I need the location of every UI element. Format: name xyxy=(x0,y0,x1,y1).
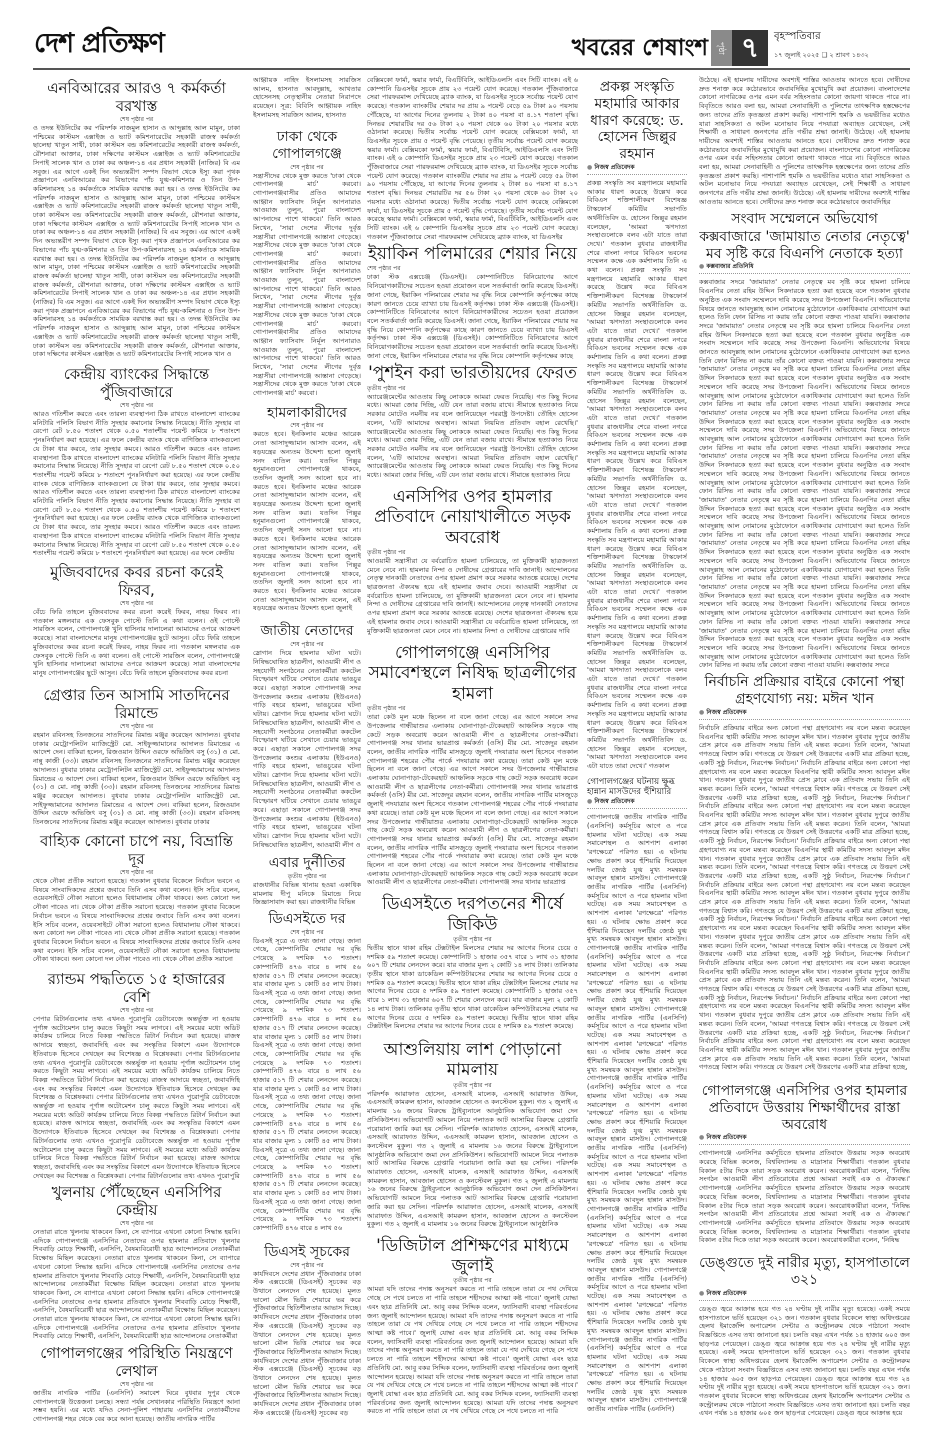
article-body: বেঁচে ফিরি তাহলে মুজিববাদের কবর রচনা করেই ফিরব, নাহয় ফিরব না। গতকাল মঙ্গলবার এক ফেসবুক পোস্টে তিনি এ কথা বলেন। ওই পোস্টে সারজিস বলেন, গোপালগঞ্জে খুনি হাসিনার দালালেরা আমাদের ওপরে আক্রমণ করেছে। সারা বাংলাদেশের মানুষ গোপালগঞ্জের ছুটে আসুন। বেঁচে ফিরি তাহলে মুজিববাদের কবর রচনা করেই ফিরব, নাহয় ফিরব না। গতকাল মঙ্গলবার এক ফেসবুক পোস্টে তিনি এ কথা বলেন। ওই পোস্টে সারজিস বলেন, গোপালগঞ্জে খুনি হাসিনার দালালেরা আমাদের ওপরে আক্রমণ করেছে। সারা বাংলাদেশের মানুষ গোপালগঞ্জের ছুটে আসুন। বেঁচে ফিরি তাহলে মুজিববাদের কবর রচনা xyxy=(33,608,240,677)
column-c xyxy=(367,76,578,1420)
headline: নির্বাচনি প্রক্রিয়ার বাইরে কোনো পন্থা গ্রহণযোগ্য নয়: মঈন খান xyxy=(704,674,905,708)
headline: মুজিববাদের কবর রচনা করেই ফিরব, xyxy=(50,563,223,599)
divider xyxy=(587,808,687,809)
headline: 'ডিজিটাল প্রশিক্ষণের মাধ্যমে জুলাই xyxy=(376,1235,569,1277)
article-body: গোপালগঞ্জে এনসিপির কর্মসূচিতে হামলার প্রতিবাদে উত্তরায় সড়ক অবরোধ করেছে বিভিন্ন কলেজ, বিশ্ববিদ্যালয় ও মাদ্রাসার শিক্ষার্থীরা। গতকাল বুধবার বিকাল ৫টার দিকে তারা সড়ক অবরোধ করেন। অবরোধকারীরা বলেন, 'নিষিদ্ধ সংগঠন আওয়ামী লীগ প্রতিরোধের প্রশ্নে আমরা সবাই এক ও ঐক্যবদ্ধ।' গোপালগঞ্জে এনসিপির কর্মসূচিতে হামলার প্রতিবাদে উত্তরায় সড়ক অবরোধ করেছে বিভিন্ন কলেজ, বিশ্ববিদ্যালয় ও মাদ্রাসার শিক্ষার্থীরা। গতকাল বুধবার বিকাল ৫টার দিকে তারা সড়ক অবরোধ করেন। অবরোধকারীরা বলেন, 'নিষিদ্ধ সংগঠন আওয়ামী লীগ প্রতিরোধের প্রশ্নে আমরা সবাই এক ও ঐক্যবদ্ধ।' গোপালগঞ্জে এনসিপির কর্মসূচিতে হামলার প্রতিবাদে উত্তরায় সড়ক অবরোধ করেছে বিভিন্ন কলেজ, বিশ্ববিদ্যালয় ও মাদ্রাসার শিক্ষার্থীরা। গতকাল বুধবার বিকাল ৫টার দিকে তারা সড়ক অবরোধ করেন। অবরোধকারীরা বলেন, 'নিষিদ্ধ xyxy=(699,1149,910,1245)
headline: বাহ্যিক কোনো চাপে নয়, বিভ্রান্তি দূর xyxy=(40,832,233,868)
jump-line: শেষ পৃষ্ঠার পর xyxy=(119,723,154,730)
article-body: স্লোগান দিয়ে হামলার ঘটনা ঘটে। নিষিদ্ধঘোষিত ছাত্রলীগ, আওয়ামী লীগ ও সহযোগী সংগঠনের নেতাকর্মীরা ককটেল বিস্ফোরণ ঘটিয়ে সেখানে চেয়ার ভাঙচুর করে। এছাড়া সকালে গোপালগঞ্জ সদর উপজেলার কংশুর এলাকায় (ইউএনও) গাড়ি বহরে হামলা, ভাঙচুরের ঘটনা ঘটায়। স্লোগান দিয়ে হামলার ঘটনা ঘটে। নিষিদ্ধঘোষিত ছাত্রলীগ, আওয়ামী লীগ ও সহযোগী সংগঠনের নেতাকর্মীরা ককটেল বিস্ফোরণ ঘটিয়ে সেখানে চেয়ার ভাঙচুর করে। এছাড়া সকালে গোপালগঞ্জ সদর উপজেলার কংশুর এলাকায় (ইউএনও) গাড়ি বহরে হামলা, ভাঙচুরের ঘটনা ঘটায়। স্লোগান দিয়ে হামলার ঘটনা ঘটে। নিষিদ্ধঘোষিত ছাত্রলীগ, আওয়ামী লীগ ও সহযোগী সংগঠনের নেতাকর্মীরা ককটেল বিস্ফোরণ ঘটিয়ে সেখানে চেয়ার ভাঙচুর করে। এছাড়া সকালে গোপালগঞ্জ সদর উপজেলার কংশুর এলাকায় (ইউএনও) গাড়ি বহরে হামলা, ভাঙচুরের ঘটনা ঘটায়। স্লোগান দিয়ে হামলার ঘটনা ঘটে। নিষিদ্ধঘোষিত ছাত্রলীগ, আওয়ামী লীগ ও xyxy=(253,649,361,849)
headline: এনবিআরের আরও ৭ কর্মকর্তা বরখাস্ত xyxy=(47,79,226,115)
divider xyxy=(699,1300,910,1301)
article-body: রাজধানীর বিভিন্ন থানায় হওয়া একাধিক মামলায় দীপু মনিকে রিমান্ডে নিয়ে জিজ্ঞাসাবাদ করা হয়। রাজধানীর বিভিন্ন xyxy=(253,880,361,907)
article-body: পেপার রিটার্নগুলোর তথ্য এখনও পুরোপুরি ডেটাবেজে অন্তর্ভুক্ত না হওয়ায় পূর্ণাঙ্গ অটোমেশন চালু করতে কিছুটা সময় লাগবে। এই সময়ের মধ্যে অডিট কার্যক্রম চালিয়ে নিতে বিকল্প পদ্ধতিতে রিটার্ন নির্বাচন করা হয়েছে। রাজস্ব আদায়ে স্বচ্ছতা, জবাবদিহি এবং কর সংস্কৃতির বিকাশে এমন উদ্যোগকে ইতিবাচক হিসেবে দেখছেন কর বিশেষজ্ঞ ও বিশ্লেষকরা। পেপার রিটার্নগুলোর তথ্য এখনও পুরোপুরি ডেটাবেজে অন্তর্ভুক্ত না হওয়ায় পূর্ণাঙ্গ অটোমেশন চালু করতে কিছুটা সময় লাগবে। এই সময়ের মধ্যে অডিট কার্যক্রম চালিয়ে নিতে বিকল্প পদ্ধতিতে রিটার্ন নির্বাচন করা হয়েছে। রাজস্ব আদায়ে স্বচ্ছতা, জবাবদিহি এবং কর সংস্কৃতির বিকাশে এমন উদ্যোগকে ইতিবাচক হিসেবে দেখছেন কর বিশেষজ্ঞ ও বিশ্লেষকরা। পেপার রিটার্নগুলোর তথ্য এখনও পুরোপুরি ডেটাবেজে অন্তর্ভুক্ত না হওয়ায় পূর্ণাঙ্গ অটোমেশন চালু করতে কিছুটা সময় লাগবে। এই সময়ের মধ্যে অডিট কার্যক্রম চালিয়ে নিতে বিকল্প পদ্ধতিতে রিটার্ন নির্বাচন করা হয়েছে। রাজস্ব আদায়ে স্বচ্ছতা, জবাবদিহি এবং কর সংস্কৃতির বিকাশে এমন উদ্যোগকে ইতিবাচক হিসেবে দেখছেন কর বিশেষজ্ঞ ও বিশ্লেষকরা। পেপার রিটার্নগুলোর তথ্য এখনও পুরোপুরি ডেটাবেজে অন্তর্ভুক্ত না হওয়ায় পূর্ণাঙ্গ অটোমেশন চালু করতে কিছুটা সময় লাগবে। এই সময়ের মধ্যে অডিট কার্যক্রম চালিয়ে নিতে বিকল্প পদ্ধতিতে রিটার্ন নির্বাচন করা হয়েছে। রাজস্ব আদায়ে স্বচ্ছতা, জবাবদিহি এবং কর সংস্কৃতির বিকাশে এমন উদ্যোগকে ইতিবাচক হিসেবে দেখছেন কর বিশেষজ্ঞ ও বিশ্লেষকরা। পেপার রিটার্নগুলোর তথ্য এখনও পুরোপুরি xyxy=(33,1015,240,1180)
jump-line: তৃতীয় পৃষ্ঠার পর xyxy=(367,548,406,556)
article-body: আরও গতিশীল করতে এবং তারল্য ব্যবস্থাপনা ঠিক রাখতে বাংলাদেশ ব্যাংকের মনিটারি পলিসি বিভাগ নীতি সুদহার কমানোর সিদ্ধান্ত নিয়েছে। নীতি সুদহার বা রেপো রেট ৮.৫০ শতাংশ থেকে ০.৫০ শতাংশীয় পয়েন্ট কমিয়ে ৮ শতাংশে পুনঃনির্ধারণ করা হয়েছে। এর ফলে কেন্দ্রীয় ব্যাংক থেকে বাণিজ্যিক ব্যাংকগুলো যে টাকা ধার করবে, তার সুদহার কমবে। আরও গতিশীল করতে এবং তারল্য ব্যবস্থাপনা ঠিক রাখতে বাংলাদেশ ব্যাংকের মনিটারি পলিসি বিভাগ নীতি সুদহার কমানোর সিদ্ধান্ত নিয়েছে। নীতি সুদহার বা রেপো রেট ৮.৫০ শতাংশ থেকে ০.৫০ শতাংশীয় পয়েন্ট কমিয়ে ৮ শতাংশে পুনঃনির্ধারণ করা হয়েছে। এর ফলে কেন্দ্রীয় ব্যাংক থেকে বাণিজ্যিক ব্যাংকগুলো যে টাকা ধার করবে, তার সুদহার কমবে। আরও গতিশীল করতে এবং তারল্য ব্যবস্থাপনা ঠিক রাখতে বাংলাদেশ ব্যাংকের মনিটারি পলিসি বিভাগ নীতি সুদহার কমানোর সিদ্ধান্ত নিয়েছে। নীতি সুদহার বা রেপো রেট ৮.৫০ শতাংশ থেকে ০.৫০ শতাংশীয় পয়েন্ট কমিয়ে ৮ শতাংশে পুনঃনির্ধারণ করা হয়েছে। এর ফলে কেন্দ্রীয় ব্যাংক থেকে বাণিজ্যিক ব্যাংকগুলো যে টাকা ধার করবে, তার সুদহার কমবে। আরও গতিশীল করতে এবং তারল্য ব্যবস্থাপনা ঠিক রাখতে বাংলাদেশ ব্যাংকের মনিটারি পলিসি বিভাগ নীতি সুদহার কমানোর সিদ্ধান্ত নিয়েছে। নীতি সুদহার বা রেপো রেট ৮.৫০ শতাংশ থেকে ০.৫০ শতাংশীয় পয়েন্ট কমিয়ে ৮ শতাংশে পুনঃনির্ধারণ করা হয়েছে। এর ফলে কেন্দ্রীয় xyxy=(33,410,240,558)
jump-line: তৃতীয় পৃষ্ঠার পর xyxy=(367,705,406,713)
article-body: পরিদর্শক আরাফাত হোসেন, এসআই মালেক, এসআই আরাফাত উদ্দিন, এএসআই কামরুল হাসান, আবজাল হোসেন ও কনস্টেবল মুকুল। গত ২ জুলাই এ মামলায় ১৬ জনের বিরুদ্ধে ট্রাইব্যুনালে আনুষ্ঠানিক অভিযোগ জমা দেন প্রসিকিউশন। অভিযোগটি আমলে নিয়ে পলাতক আট আসামির বিরুদ্ধে গ্রেপ্তারি পরোয়ানা জারি করা হয় সেদিন। পরিদর্শক আরাফাত হোসেন, এসআই মালেক, এসআই আরাফাত উদ্দিন, এএসআই কামরুল হাসান, আবজাল হোসেন ও কনস্টেবল মুকুল। গত ২ জুলাই এ মামলায় ১৬ জনের বিরুদ্ধে ট্রাইব্যুনালে আনুষ্ঠানিক অভিযোগ জমা দেন প্রসিকিউশন। অভিযোগটি আমলে নিয়ে পলাতক আট আসামির বিরুদ্ধে গ্রেপ্তারি পরোয়ানা জারি করা হয় সেদিন। পরিদর্শক আরাফাত হোসেন, এসআই মালেক, এসআই আরাফাত উদ্দিন, এএসআই কামরুল হাসান, আবজাল হোসেন ও কনস্টেবল মুকুল। গত ২ জুলাই এ মামলায় ১৬ জনের বিরুদ্ধে ট্রাইব্যুনালে আনুষ্ঠানিক অভিযোগ জমা দেন প্রসিকিউশন। অভিযোগটি আমলে নিয়ে পলাতক আট আসামির বিরুদ্ধে গ্রেপ্তারি পরোয়ানা জারি করা হয় সেদিন। পরিদর্শক আরাফাত হোসেন, এসআই মালেক, এসআই আরাফাত উদ্দিন, এএসআই কামরুল হাসান, আবজাল হোসেন ও কনস্টেবল মুকুল। গত ২ জুলাই এ মামলায় ১৬ জনের বিরুদ্ধে ট্রাইব্যুনালে আনুষ্ঠানিক xyxy=(367,1089,578,1229)
article-body: কক্সবাজার সদরে 'জামায়াত' নেতার নেতৃত্বে মব সৃষ্টি করে হামলা চালিয়ে বিএনপির নেতা রহিম উদ্দিন সিকদারকে হত্যা করা হয়েছে বলে গতকাল বুধবার অনুষ্ঠিত এক সংবাদ সম্মেলনে দাবি করেছে সদর উপজেলা বিএনপি। অভিযোগের বিষয়ে জানতে আবদুল্লাহ আল নোমানের মুঠোফোনে একাধিকবার যোগাযোগ করা হলেও তিনি ফোন রিসিভ না করায় তাঁর কোনো বক্তব্য পাওয়া যায়নি। কক্সবাজার সদরে 'জামায়াত' নেতার নেতৃত্বে মব সৃষ্টি করে হামলা চালিয়ে বিএনপির নেতা রহিম উদ্দিন সিকদারকে হত্যা করা হয়েছে বলে গতকাল বুধবার অনুষ্ঠিত এক সংবাদ সম্মেলনে দাবি করেছে সদর উপজেলা বিএনপি। অভিযোগের বিষয়ে জানতে আবদুল্লাহ আল নোমানের মুঠোফোনে একাধিকবার যোগাযোগ করা হলেও তিনি ফোন রিসিভ না করায় তাঁর কোনো বক্তব্য পাওয়া যায়নি। কক্সবাজার সদরে 'জামায়াত' নেতার নেতৃত্বে মব সৃষ্টি করে হামলা চালিয়ে বিএনপির নেতা রহিম উদ্দিন সিকদারকে হত্যা করা হয়েছে বলে গতকাল বুধবার অনুষ্ঠিত এক সংবাদ সম্মেলনে দাবি করেছে সদর উপজেলা বিএনপি। অভিযোগের বিষয়ে জানতে আবদুল্লাহ আল নোমানের মুঠোফোনে একাধিকবার যোগাযোগ করা হলেও তিনি ফোন রিসিভ না করায় তাঁর কোনো বক্তব্য পাওয়া যায়নি। কক্সবাজার সদরে 'জামায়াত' নেতার নেতৃত্বে মব সৃষ্টি করে হামলা চালিয়ে বিএনপির নেতা রহিম উদ্দিন সিকদারকে হত্যা করা হয়েছে বলে গতকাল বুধবার অনুষ্ঠিত এক সংবাদ সম্মেলনে দাবি করেছে সদর উপজেলা বিএনপি। অভিযোগের বিষয়ে জানতে আবদুল্লাহ আল নোমানের মুঠোফোনে একাধিকবার যোগাযোগ করা হলেও তিনি ফোন রিসিভ না করায় তাঁর কোনো বক্তব্য পাওয়া যায়নি। কক্সবাজার সদরে 'জামায়াত' নেতার নেতৃত্বে মব সৃষ্টি করে হামলা চালিয়ে বিএনপির নেতা রহিম উদ্দিন সিকদারকে হত্যা করা হয়েছে বলে গতকাল বুধবার অনুষ্ঠিত এক সংবাদ সম্মেলনে দাবি করেছে সদর উপজেলা বিএনপি। অভিযোগের বিষয়ে জানতে আবদুল্লাহ আল নোমানের মুঠোফোনে একাধিকবার যোগাযোগ করা হলেও তিনি ফোন রিসিভ না করায় তাঁর কোনো বক্তব্য পাওয়া যায়নি। কক্সবাজার সদরে 'জামায়াত' নেতার নেতৃত্বে মব সৃষ্টি করে হামলা চালিয়ে বিএনপির নেতা রহিম উদ্দিন সিকদারকে হত্যা করা হয়েছে বলে গতকাল বুধবার অনুষ্ঠিত এক সংবাদ সম্মেলনে দাবি করেছে সদর উপজেলা বিএনপি। অভিযোগের বিষয়ে জানতে আবদুল্লাহ আল নোমানের মুঠোফোনে একাধিকবার যোগাযোগ করা হলেও তিনি ফোন রিসিভ না করায় তাঁর কোনো বক্তব্য পাওয়া যায়নি। কক্সবাজার সদরে 'জামায়াত' নেতার নেতৃত্বে মব সৃষ্টি করে হামলা চালিয়ে বিএনপির নেতা রহিম উদ্দিন সিকদারকে হত্যা করা হয়েছে বলে গতকাল বুধবার অনুষ্ঠিত এক সংবাদ সম্মেলনে দাবি করেছে সদর উপজেলা বিএনপি। অভিযোগের বিষয়ে জানতে আবদুল্লাহ আল নোমানের মুঠোফোনে একাধিকবার যোগাযোগ করা হলেও তিনি ফোন রিসিভ না করায় তাঁর কোনো বক্তব্য পাওয়া যায়নি। কক্সবাজার সদরে 'জামায়াত' নেতার নেতৃত্বে মব সৃষ্টি করে হামলা চালিয়ে বিএনপির নেতা রহিম উদ্দিন সিকদারকে হত্যা করা হয়েছে বলে গতকাল বুধবার অনুষ্ঠিত এক সংবাদ সম্মেলনে দাবি করেছে সদর উপজেলা বিএনপি। অভিযোগের বিষয়ে জানতে আবদুল্লাহ আল নোমানের মুঠোফোনে একাধিকবার যোগাযোগ করা হলেও তিনি ফোন রিসিভ না করায় তাঁর কোনো বক্তব্য পাওয়া যায়নি। কক্সবাজার সদরে 'জামায়াত' নেতার নেতৃত্বে মব সৃষ্টি করে হামলা চালিয়ে বিএনপির নেতা রহিম উদ্দিন সিকদারকে হত্যা করা হয়েছে বলে গতকাল বুধবার অনুষ্ঠিত এক সংবাদ সম্মেলনে দাবি করেছে সদর উপজেলা বিএনপি। অভিযোগের বিষয়ে জানতে আবদুল্লাহ আল নোমানের মুঠোফোনে একাধিকবার যোগাযোগ করা হলেও তিনি ফোন রিসিভ না করায় তাঁর কোনো বক্তব্য পাওয়া যায়নি। কক্সবাজার সদরে xyxy=(699,278,910,670)
headline: গোপালগঞ্জে এনসিপির সমাবেশস্থলে নিষিদ্ধ ছাত্রলীগের হামলা xyxy=(368,642,577,704)
article-body: কার্যদিবসে দেশের প্রধান পুঁজিবাজার ঢাকা স্টক এক্সচেঞ্জে (ডিএসই) সূচকের বড় উত্থানে লেনদেন শেষ হয়েছে। মূলত ভালো মৌল ভিত্তি শেয়ারে ভর করে পুঁজিবাজারে স্থিতিশীলতার আভাস দিচ্ছে। কার্যদিবসে দেশের প্রধান পুঁজিবাজার ঢাকা স্টক এক্সচেঞ্জে (ডিএসই) সূচকের বড় উত্থানে লেনদেন শেষ হয়েছে। মূলত ভালো মৌল ভিত্তি শেয়ারে ভর করে পুঁজিবাজারে স্থিতিশীলতার আভাস দিচ্ছে। কার্যদিবসে দেশের প্রধান পুঁজিবাজার ঢাকা স্টক এক্সচেঞ্জে (ডিএসই) সূচকের বড় উত্থানে লেনদেন শেষ হয়েছে। মূলত ভালো মৌল ভিত্তি শেয়ারে ভর করে পুঁজিবাজারে স্থিতিশীলতার আভাস দিচ্ছে। কার্যদিবসে দেশের প্রধান পুঁজিবাজার ঢাকা স্টক এক্সচেঞ্জে (ডিএসই) সূচকের বড় xyxy=(253,1269,361,1417)
headline: ডেঙ্গুতে দুই নারীর মৃত্যু, হাসপাতালে ৩২১ xyxy=(699,1255,910,1289)
jump-line: তৃতীয় পৃষ্ঠার পর xyxy=(453,1277,492,1285)
byline: ● নিজস্ব প্রতিবেদক xyxy=(699,1133,910,1142)
headline: 'পুশইন করা ভারতীয়দের ফেরত xyxy=(368,363,577,384)
article-body: সন্ত্রাসীদের থেকে মুক্ত করতে 'ঢাকা থেকে গোপালগঞ্জ মার্চ' করবো। গোপালগঞ্জবাসীর প্রতিও আমাদের আহ্বান ফ্যাসিবাদ নির্মূল আপনারাও আওয়াজ তুলুন, পুরো বাংলাদেশ আপনাদের পাশে থাকবে।' তিনি আরও লিখেন, 'সারা দেশের লীগের দুর্বৃত্ত সন্ত্রাসীরা গোপালগঞ্জে আস্তানা গেড়েছে। সন্ত্রাসীদের থেকে মুক্ত করতে 'ঢাকা থেকে গোপালগঞ্জ মার্চ' করবো। গোপালগঞ্জবাসীর প্রতিও আমাদের আহ্বান ফ্যাসিবাদ নির্মূল আপনারাও আওয়াজ তুলুন, পুরো বাংলাদেশ আপনাদের পাশে থাকবে।' তিনি আরও লিখেন, 'সারা দেশের লীগের দুর্বৃত্ত সন্ত্রাসীরা গোপালগঞ্জে আস্তানা গেড়েছে। সন্ত্রাসীদের থেকে মুক্ত করতে 'ঢাকা থেকে গোপালগঞ্জ মার্চ' করবো। গোপালগঞ্জবাসীর প্রতিও আমাদের আহ্বান ফ্যাসিবাদ নির্মূল আপনারাও আওয়াজ তুলুন, পুরো বাংলাদেশ আপনাদের পাশে থাকবে।' তিনি আরও লিখেন, 'সারা দেশের লীগের দুর্বৃত্ত সন্ত্রাসীরা গোপালগঞ্জে আস্তানা গেড়েছে। সন্ত্রাসীদের থেকে মুক্ত করতে 'ঢাকা থেকে গোপালগঞ্জ মার্চ' করবো। xyxy=(253,171,361,398)
headline: আশুলিয়ায় লাশ পোড়ানো মামলায় xyxy=(383,1039,562,1081)
column-d-wide xyxy=(699,76,910,1420)
column-a xyxy=(33,76,240,1424)
headline: এবার দুর্নীতির xyxy=(268,855,346,872)
jump-line: শেষ পৃষ্ঠার পর xyxy=(290,1261,324,1269)
article-body: আওয়ামী সন্ত্রাসীরা যে বর্বরোচিত হামলা চালিয়েছে, তা মুক্তিকামী ছাত্রজনতা মেনে নেবে না। হামলার নিন্দা ও দোষীদের গ্রেপ্তারের দাবি জানাই। আন্দোলনের নেতৃত্ব দানকারী নেতাদের ওপর হামলা প্রমাণ করে সরকার আতঙ্কে রয়েছে। দেশের ছাত্রজনতা ঐক্যবদ্ধ হয়ে এই হামলার জবাব দেবে। আওয়ামী সন্ত্রাসীরা যে বর্বরোচিত হামলা চালিয়েছে, তা মুক্তিকামী ছাত্রজনতা মেনে নেবে না। হামলার নিন্দা ও দোষীদের গ্রেপ্তারের দাবি জানাই। আন্দোলনের নেতৃত্ব দানকারী নেতাদের ওপর হামলা প্রমাণ করে সরকার আতঙ্কে রয়েছে। দেশের ছাত্রজনতা ঐক্যবদ্ধ হয়ে এই হামলার জবাব দেবে। আওয়ামী সন্ত্রাসীরা যে বর্বরোচিত হামলা চালিয়েছে, তা মুক্তিকামী ছাত্রজনতা মেনে নেবে না। হামলার নিন্দা ও দোষীদের গ্রেপ্তারের দাবি xyxy=(367,556,578,635)
headline: জাতীয় নেতাদের xyxy=(260,623,354,640)
article-body: প্রকল্প সংস্কৃতি সব মন্ত্রণালয়ে মহামারি আকার ধারণ করেছে উল্লেখ করে বিবিএস শক্তিশালীকরণ বিশেষজ্ঞ টাস্কফোর্স কমিটির সভাপতি অর্থনীতিবিদ ড. হোসেন জিল্লুর রহমান বলেছেন, 'আমরা ঋণদাতা সংস্থাগুলোকে বলব এটা যাতে তারা দেখে।' গতকাল বুধবার রাজধানীর শেরে বাংলা নগরে বিবিএস ভবনের সম্মেলন কক্ষে এক কর্মশালায় তিনি এ কথা বলেন। প্রকল্প সংস্কৃতি সব মন্ত্রণালয়ে মহামারি আকার ধারণ করেছে উল্লেখ করে বিবিএস শক্তিশালীকরণ বিশেষজ্ঞ টাস্কফোর্স কমিটির সভাপতি অর্থনীতিবিদ ড. হোসেন জিল্লুর রহমান বলেছেন, 'আমরা ঋণদাতা সংস্থাগুলোকে বলব এটা যাতে তারা দেখে।' গতকাল বুধবার রাজধানীর শেরে বাংলা নগরে বিবিএস ভবনের সম্মেলন কক্ষে এক কর্মশালায় তিনি এ কথা বলেন। প্রকল্প সংস্কৃতি সব মন্ত্রণালয়ে মহামারি আকার ধারণ করেছে উল্লেখ করে বিবিএস শক্তিশালীকরণ বিশেষজ্ঞ টাস্কফোর্স কমিটির সভাপতি অর্থনীতিবিদ ড. হোসেন জিল্লুর রহমান বলেছেন, 'আমরা ঋণদাতা সংস্থাগুলোকে বলব এটা যাতে তারা দেখে।' গতকাল বুধবার রাজধানীর শেরে বাংলা নগরে বিবিএস ভবনের সম্মেলন কক্ষে এক কর্মশালায় তিনি এ কথা বলেন। প্রকল্প সংস্কৃতি সব মন্ত্রণালয়ে মহামারি আকার ধারণ করেছে উল্লেখ করে বিবিএস শক্তিশালীকরণ বিশেষজ্ঞ টাস্কফোর্স কমিটির সভাপতি অর্থনীতিবিদ ড. হোসেন জিল্লুর রহমান বলেছেন, 'আমরা ঋণদাতা সংস্থাগুলোকে বলব এটা যাতে তারা দেখে।' গতকাল বুধবার রাজধানীর শেরে বাংলা নগরে বিবিএস ভবনের সম্মেলন কক্ষে এক কর্মশালায় তিনি এ কথা বলেন। প্রকল্প সংস্কৃতি সব মন্ত্রণালয়ে মহামারি আকার ধারণ করেছে উল্লেখ করে বিবিএস শক্তিশালীকরণ বিশেষজ্ঞ টাস্কফোর্স কমিটির সভাপতি অর্থনীতিবিদ ড. হোসেন জিল্লুর রহমান বলেছেন, 'আমরা ঋণদাতা সংস্থাগুলোকে বলব এটা যাতে তারা দেখে।' গতকাল বুধবার রাজধানীর শেরে বাংলা নগরে বিবিএস ভবনের সম্মেলন কক্ষে এক কর্মশালায় তিনি এ কথা বলেন। প্রকল্প সংস্কৃতি সব মন্ত্রণালয়ে মহামারি আকার ধারণ করেছে উল্লেখ করে বিবিএস শক্তিশালীকরণ বিশেষজ্ঞ টাস্কফোর্স কমিটির সভাপতি অর্থনীতিবিদ ড. হোসেন জিল্লুর রহমান বলেছেন, 'আমরা ঋণদাতা সংস্থাগুলোকে বলব এটা যাতে তারা দেখে।' গতকাল বুধবার রাজধানীর শেরে বাংলা নগরে বিবিএস ভবনের সম্মেলন কক্ষে এক কর্মশালায় তিনি এ কথা বলেন। প্রকল্প সংস্কৃতি সব মন্ত্রণালয়ে মহামারি আকার ধারণ করেছে উল্লেখ করে বিবিএস শক্তিশালীকরণ বিশেষজ্ঞ টাস্কফোর্স কমিটির সভাপতি অর্থনীতিবিদ ড. হোসেন জিল্লুর রহমান বলেছেন, 'আমরা ঋণদাতা সংস্থাগুলোকে বলব এটা যাতে তারা দেখে।' গতকাল xyxy=(587,178,687,771)
headline: এনসিপির ওপর হামলার প্রতিবাদে নোয়াখালীতে সড়ক অবরোধ xyxy=(374,486,571,548)
article-body: নেতারা রাতে খুলনায় থাকবেন কিনা, সে ব্যাপারে এখনো কোনো সিদ্ধান্ত হয়নি। এদিকে গোপালগঞ্জে এনসিপির নেতাদের ওপর হামলার প্রতিবাদে খুলনার শিববাড়ি মোড়ে শিক্ষার্থী, এনসিপি, বৈষম্যবিরোধী ছাত্র আন্দোলনের নেতাকর্মীরা বিক্ষোভ মিছিল করেছেন। নেতারা রাতে খুলনায় থাকবেন কিনা, সে ব্যাপারে এখনো কোনো সিদ্ধান্ত হয়নি। এদিকে গোপালগঞ্জে এনসিপির নেতাদের ওপর হামলার প্রতিবাদে খুলনার শিববাড়ি মোড়ে শিক্ষার্থী, এনসিপি, বৈষম্যবিরোধী ছাত্র আন্দোলনের নেতাকর্মীরা বিক্ষোভ মিছিল করেছেন। নেতারা রাতে খুলনায় থাকবেন কিনা, সে ব্যাপারে এখনো কোনো সিদ্ধান্ত হয়নি। এদিকে গোপালগঞ্জে এনসিপির নেতাদের ওপর হামলার প্রতিবাদে খুলনার শিববাড়ি মোড়ে শিক্ষার্থী, এনসিপি, বৈষম্যবিরোধী ছাত্র আন্দোলনের নেতাকর্মীরা বিক্ষোভ মিছিল করেছেন। নেতারা রাতে খুলনায় থাকবেন কিনা, সে ব্যাপারে এখনো কোনো সিদ্ধান্ত হয়নি। এদিকে গোপালগঞ্জে এনসিপির নেতাদের ওপর হামলার প্রতিবাদে খুলনার শিববাড়ি মোড়ে শিক্ষার্থী, এনসিপি, বৈষম্যবিরোধী ছাত্র আন্দোলনের নেতাকর্মীরা xyxy=(33,1228,240,1341)
divider xyxy=(587,174,687,175)
headline: গোপালগঞ্জের ঘটনায় ক্ষুব্ধ হান্নান মাসউদের হুঁশিয়ারি xyxy=(587,776,675,798)
jump-line: শেষ পৃষ্ঠার পর xyxy=(290,422,324,430)
article-body: গোপালগঞ্জে জাতীয় নাগরিক পার্টির (এনসিপি) কর্মসূচির আগে ও পরে হামলার ঘটনা ঘটেছে। এক সময় সমাবেশস্থল ও আশপাশ এলাকা 'রণক্ষেত্রে' পরিণত হয়। এ ঘটনায় ক্ষোভ প্রকাশ করে হুঁশিয়ারি দিয়েছেন দলটির জ্যেষ্ঠ যুগ্ম মুখ্য সমন্বয়ক আবদুল হান্নান মাসউদ। গোপালগঞ্জে জাতীয় নাগরিক পার্টির (এনসিপি) কর্মসূচির আগে ও পরে হামলার ঘটনা ঘটেছে। এক সময় সমাবেশস্থল ও আশপাশ এলাকা 'রণক্ষেত্রে' পরিণত হয়। এ ঘটনায় ক্ষোভ প্রকাশ করে হুঁশিয়ারি দিয়েছেন দলটির জ্যেষ্ঠ যুগ্ম মুখ্য সমন্বয়ক আবদুল হান্নান মাসউদ। গোপালগঞ্জে জাতীয় নাগরিক পার্টির (এনসিপি) কর্মসূচির আগে ও পরে হামলার ঘটনা ঘটেছে। এক সময় সমাবেশস্থল ও আশপাশ এলাকা 'রণক্ষেত্রে' পরিণত হয়। এ ঘটনায় ক্ষোভ প্রকাশ করে হুঁশিয়ারি দিয়েছেন দলটির জ্যেষ্ঠ যুগ্ম মুখ্য সমন্বয়ক আবদুল হান্নান মাসউদ। গোপালগঞ্জে জাতীয় নাগরিক পার্টির (এনসিপি) কর্মসূচির আগে ও পরে হামলার ঘটনা ঘটেছে। এক সময় সমাবেশস্থল ও আশপাশ এলাকা 'রণক্ষেত্রে' পরিণত হয়। এ ঘটনায় ক্ষোভ প্রকাশ করে হুঁশিয়ারি দিয়েছেন দলটির জ্যেষ্ঠ যুগ্ম মুখ্য সমন্বয়ক আবদুল হান্নান মাসউদ। গোপালগঞ্জে জাতীয় নাগরিক পার্টির (এনসিপি) কর্মসূচির আগে ও পরে হামলার ঘটনা ঘটেছে। এক সময় সমাবেশস্থল ও আশপাশ এলাকা 'রণক্ষেত্রে' পরিণত হয়। এ ঘটনায় ক্ষোভ প্রকাশ করে হুঁশিয়ারি দিয়েছেন দলটির জ্যেষ্ঠ যুগ্ম মুখ্য সমন্বয়ক আবদুল হান্নান মাসউদ। গোপালগঞ্জে জাতীয় নাগরিক পার্টির (এনসিপি) কর্মসূচির আগে ও পরে হামলার ঘটনা ঘটেছে। এক সময় সমাবেশস্থল ও আশপাশ এলাকা 'রণক্ষেত্রে' পরিণত হয়। এ ঘটনায় ক্ষোভ প্রকাশ করে হুঁশিয়ারি দিয়েছেন দলটির জ্যেষ্ঠ যুগ্ম মুখ্য সমন্বয়ক আবদুল হান্নান মাসউদ। গোপালগঞ্জে জাতীয় নাগরিক পার্টির (এনসিপি) কর্মসূচির আগে ও পরে হামলার ঘটনা ঘটেছে। এক সময় সমাবেশস্থল ও আশপাশ এলাকা 'রণক্ষেত্রে' পরিণত হয়। এ ঘটনায় ক্ষোভ প্রকাশ করে হুঁশিয়ারি দিয়েছেন দলটির জ্যেষ্ঠ যুগ্ম মুখ্য সমন্বয়ক আবদুল হান্নান মাসউদ। গোপালগঞ্জে জাতীয় নাগরিক পার্টির (এনসিপি) কর্মসূচির আগে ও পরে হামলার ঘটনা ঘটেছে। এক সময় সমাবেশস্থল ও আশপাশ এলাকা 'রণক্ষেত্রে' পরিণত হয়। এ ঘটনায় ক্ষোভ প্রকাশ করে হুঁশিয়ারি দিয়েছেন দলটির জ্যেষ্ঠ যুগ্ম মুখ্য সমন্বয়ক আবদুল হান্নান মাসউদ। গোপালগঞ্জে জাতীয় নাগরিক পার্টির (এনসিপি) কর্মসূচির আগে ও পরে হামলার ঘটনা ঘটেছে। এক সময় সমাবেশস্থল ও আশপাশ এলাকা 'রণক্ষেত্রে' পরিণত হয়। এ ঘটনায় ক্ষোভ প্রকাশ করে হুঁশিয়ারি দিয়েছেন দলটির জ্যেষ্ঠ যুগ্ম মুখ্য সমন্বয়ক আবদুল হান্নান মাসউদ। গোপালগঞ্জে জাতীয় নাগরিক পার্টির (এনসিপি) xyxy=(587,813,687,1414)
headline: খুলনায় পৌঁছেছেন এনসিপির কেন্দ্রীয় xyxy=(51,1183,222,1219)
jump-line: শেষ পৃষ্ঠার পর xyxy=(290,163,324,171)
headline-kicker: সংবাদ সম্মেলনে অভিযোগ xyxy=(731,211,878,227)
article-body: দ্বিতীয় স্থানে থাকা রহিম টেক্সটাইল মিলসের শেয়ার দর আগের দিনের চেয়ে ৫ দশমিক ৫৯ শতাংশ কমেছে। কোম্পানিটি ১ হাজার ৩৫৭ বারে ১ লাখ ৩১ হাজার ৬০৭ টি শেয়ার লেনদেন করে। যার বাজার মূল্য ২ কোটি ১৪ লাখ টাকা। তালিকার তৃতীয় স্থানে থাকা ডাকেডিল কম্পিউটারসের শেয়ার দর আগের দিনের চেয়ে ৫ দশমিক ৫৯ শতাংশ কমেছে। দ্বিতীয় স্থানে থাকা রহিম টেক্সটাইল মিলসের শেয়ার দর আগের দিনের চেয়ে ৫ দশমিক ৫৯ শতাংশ কমেছে। কোম্পানিটি ১ হাজার ৩৫৭ বারে ১ লাখ ৩১ হাজার ৬০৭ টি শেয়ার লেনদেন করে। যার বাজার মূল্য ২ কোটি ১৪ লাখ টাকা। তালিকার তৃতীয় স্থানে থাকা ডাকেডিল কম্পিউটারসের শেয়ার দর আগের দিনের চেয়ে ৫ দশমিক ৫৯ শতাংশ কমেছে। দ্বিতীয় স্থানে থাকা রহিম টেক্সটাইল মিলসের শেয়ার দর আগের দিনের চেয়ে ৫ দশমিক ৫৯ শতাংশ কমেছে। xyxy=(367,943,578,1031)
jump-line: শেষ পৃষ্ঠার পর xyxy=(119,869,154,876)
section-title: খবরের শেষাংশ xyxy=(571,35,708,61)
byline: ● নিজস্ব প্রতিবেদক xyxy=(587,797,687,806)
continued-text: উঠেছে। এই হামলায় দায়ীদের অবশ্যই শাস্তির আওতায় আনতে হবে। দোষীদের দ্রুত শনাক্ত করে কঠোরভাবে জবাবদিহির মুখোমুখি করা প্রয়োজন। বাংলাদেশের কোনো নাগরিকের ওপর এমন বর্বর সহিংসতার কোনো জায়গা থাকতে পারে না। বিবৃতিতে আরও বলা হয়, আমরা সেনাবাহিনী ও পুলিশের তাৎক্ষণিক হস্তক্ষেপের জন্য তাদের প্রতি কৃতজ্ঞতা প্রকাশ করছি। পাশাপাশি হুমকি ও ভয়ভীতির মধ্যেও যারা সাহসিকতা ও অটল মনোভাব নিয়ে পদযাত্রা অব্যাহত রেখেছেন, সেই শিক্ষার্থী ও সাধারণ জনগণের প্রতি গভীর শ্রদ্ধা জানাই। উঠেছে। এই হামলায় দায়ীদের অবশ্যই শাস্তির আওতায় আনতে হবে। দোষীদের দ্রুত শনাক্ত করে কঠোরভাবে জবাবদিহির মুখোমুখি করা প্রয়োজন। বাংলাদেশের কোনো নাগরিকের ওপর এমন বর্বর সহিংসতার কোনো জায়গা থাকতে পারে না। বিবৃতিতে আরও বলা হয়, আমরা সেনাবাহিনী ও পুলিশের তাৎক্ষণিক হস্তক্ষেপের জন্য তাদের প্রতি কৃতজ্ঞতা প্রকাশ করছি। পাশাপাশি হুমকি ও ভয়ভীতির মধ্যেও যারা সাহসিকতা ও অটল মনোভাব নিয়ে পদযাত্রা অব্যাহত রেখেছেন, সেই শিক্ষার্থী ও সাধারণ জনগণের প্রতি গভীর শ্রদ্ধা জানাই। উঠেছে। এই হামলায় দায়ীদের অবশ্যই শাস্তির আওতায় আনতে হবে। দোষীদের দ্রুত শনাক্ত করে কঠোরভাবে জবাবদিহির xyxy=(699,76,910,206)
continued-text: আহ্বায়ক নাহিদ ইসলামসহ সারজিস আলম, হাসনাত আবদুল্লাহ, আখতার হোসেনসহ নেতৃস্থানীয় নেতারা নিরাপদে রয়েছেন। সূত্র: বিবিসি আহ্বায়ক নাহিদ ইসলামসহ সারজিস আলম, হাসনাত xyxy=(253,76,361,119)
byline: ● কক্সবাজার প্রতিনিধি xyxy=(699,262,910,271)
byline: ● নিজস্ব প্রতিবেদক xyxy=(587,163,687,172)
page-label: পৃষ্ঠা xyxy=(711,30,732,66)
jump-line: শেষ পৃষ্ঠার পর xyxy=(119,1007,154,1014)
byline: ● নিজস্ব প্রতিবেদক xyxy=(699,708,910,717)
headline: ঢাকা থেকে গোপালগঞ্জে xyxy=(272,129,342,162)
column-b xyxy=(253,76,361,1420)
headline: প্রকল্প সংস্কৃতি মহামারি আকার ধারণ করেছে: ড. হোসেন জিল্লুর রহমান xyxy=(590,79,684,163)
newspaper-logo: দেশ প্রতিক্ষণ xyxy=(34,28,164,59)
headline: কক্সবাজারে 'জামায়াত নেতার নেতৃত্বে' মব সৃষ্টি করে বিএনপি নেতাকে হত্যা xyxy=(699,228,910,262)
jump-line: শেষ পৃষ্ঠার পর xyxy=(290,641,324,649)
jump-line: শেষ পৃষ্ঠার পর xyxy=(119,1381,154,1388)
issue-day: বৃহস্পতিবার xyxy=(774,31,821,42)
divider xyxy=(699,273,910,274)
jump-line: তৃতীয় পৃষ্ঠার পর xyxy=(287,872,327,880)
headline: ডিএসইতে দরপতনের শীর্ষে জিকিউ xyxy=(382,894,563,935)
headline: কেন্দ্রীয় ব্যাংকের সিদ্ধান্তে পুঁজিবাজারে xyxy=(63,365,210,401)
jump-line: তৃতীয় পৃষ্ঠার পর xyxy=(453,935,492,943)
headline: ডিএসইতে দর xyxy=(268,910,346,927)
headline: গোপালগঞ্জে এনসিপির ওপর হামলার প্রতিবাদে উত্তরায় শিক্ষার্থীদের রাস্তা অবরোধ xyxy=(701,1082,908,1133)
byline: ● নিজস্ব প্রতিবেদক xyxy=(699,1289,910,1298)
jump-line: তৃতীয় পৃষ্ঠার পর xyxy=(453,1081,492,1089)
headline: ডিএসই সূচকের xyxy=(264,1243,350,1260)
jump-line: শেষ পৃষ্ঠার পর xyxy=(290,928,324,936)
header-rule xyxy=(33,68,910,70)
jump-line: তৃতীয় পৃষ্ঠার পর xyxy=(367,384,406,392)
article-body: ও তদন্ত ইউনিটের কর পরিদর্শক নাজমুল হাসান ও আব্দুল্লাহ আল মামুন, ঢাকা পশ্চিমের কাস্টমস এক্সাইজ ও ভ্যাট কমিশনারেটের সহকারী রাজস্ব কর্মকর্তা ছালেহা খাতুন সাথী, ঢাকা কাস্টমস বন্ড কমিশনারেটের সহকারী রাজস্ব কর্মকর্তা, রৌশনারা আক্তার, ঢাকা দক্ষিণের কাস্টমস এক্সাইজ ও ভ্যাট কমিশনারেটের সিপাই সালেক খান ও ঢাকা কর অঞ্চল-১৪ এর প্রধান সহকারী (নাজির) বি এম সবুজ। এর আগে একই দিন অভ্যন্তরীণ সম্পদ বিভাগ থেকে ইস্যু করা পৃথক প্রজ্ঞাপনে এনবিআরের কর বিভাগের পাঁচ যুগ্ম-কমিশনার ও তিন উপ-কমিশনারসহ ১৪ কর্মকর্তাকে সাময়িক বরখাস্ত করা হয়। ও তদন্ত ইউনিটের কর পরিদর্শক নাজমুল হাসান ও আব্দুল্লাহ আল মামুন, ঢাকা পশ্চিমের কাস্টমস এক্সাইজ ও ভ্যাট কমিশনারেটের সহকারী রাজস্ব কর্মকর্তা ছালেহা খাতুন সাথী, ঢাকা কাস্টমস বন্ড কমিশনারেটের সহকারী রাজস্ব কর্মকর্তা, রৌশনারা আক্তার, ঢাকা দক্ষিণের কাস্টমস এক্সাইজ ও ভ্যাট কমিশনারেটের সিপাই সালেক খান ও ঢাকা কর অঞ্চল-১৪ এর প্রধান সহকারী (নাজির) বি এম সবুজ। এর আগে একই দিন অভ্যন্তরীণ সম্পদ বিভাগ থেকে ইস্যু করা পৃথক প্রজ্ঞাপনে এনবিআরের কর বিভাগের পাঁচ যুগ্ম-কমিশনার ও তিন উপ-কমিশনারসহ ১৪ কর্মকর্তাকে সাময়িক বরখাস্ত করা হয়। ও তদন্ত ইউনিটের কর পরিদর্শক নাজমুল হাসান ও আব্দুল্লাহ আল মামুন, ঢাকা পশ্চিমের কাস্টমস এক্সাইজ ও ভ্যাট কমিশনারেটের সহকারী রাজস্ব কর্মকর্তা ছালেহা খাতুন সাথী, ঢাকা কাস্টমস বন্ড কমিশনারেটের সহকারী রাজস্ব কর্মকর্তা, রৌশনারা আক্তার, ঢাকা দক্ষিণের কাস্টমস এক্সাইজ ও ভ্যাট কমিশনারেটের সিপাই সালেক খান ও ঢাকা কর অঞ্চল-১৪ এর প্রধান সহকারী (নাজির) বি এম সবুজ। এর আগে একই দিন অভ্যন্তরীণ সম্পদ বিভাগ থেকে ইস্যু করা পৃথক প্রজ্ঞাপনে এনবিআরের কর বিভাগের পাঁচ যুগ্ম-কমিশনার ও তিন উপ-কমিশনারসহ ১৪ কর্মকর্তাকে সাময়িক বরখাস্ত করা হয়। ও তদন্ত ইউনিটের কর পরিদর্শক নাজমুল হাসান ও আব্দুল্লাহ আল মামুন, ঢাকা পশ্চিমের কাস্টমস এক্সাইজ ও ভ্যাট কমিশনারেটের সহকারী রাজস্ব কর্মকর্তা ছালেহা খাতুন সাথী, ঢাকা কাস্টমস বন্ড কমিশনারেটের সহকারী রাজস্ব কর্মকর্তা, রৌশনারা আক্তার, ঢাকা দক্ষিণের কাস্টমস এক্সাইজ ও ভ্যাট কমিশনারেটের সিপাই সালেক খান ও xyxy=(33,124,240,359)
column-d-narrow xyxy=(587,76,687,1420)
article-body: নির্বাচনি প্রক্রিয়ার বাইরে অন্য কোনো পন্থা গ্রহণযোগ্য নয় বলে মন্তব্য করেছেন বিএনপির স্থায়ী কমিটির সদস্য আবদুল মঈন খান। গতকাল বুধবার দুপুরে জাতীয় প্রেস ক্লাবে এক প্রতিবাদ সভায় তিনি এই মন্তব্য করেন। তিনি বলেন, 'আমরা গণতন্ত্রে বিশ্বাস করি। গণতন্ত্রে যে উত্তরণ সেই উত্তরণের একটি মাত্র প্রক্রিয়া হচ্ছে, একটি সুষ্ঠু নির্বাচন, নিরপেক্ষ নির্বাচন।' নির্বাচনি প্রক্রিয়ার বাইরে অন্য কোনো পন্থা গ্রহণযোগ্য নয় বলে মন্তব্য করেছেন বিএনপির স্থায়ী কমিটির সদস্য আবদুল মঈন খান। গতকাল বুধবার দুপুরে জাতীয় প্রেস ক্লাবে এক প্রতিবাদ সভায় তিনি এই মন্তব্য করেন। তিনি বলেন, 'আমরা গণতন্ত্রে বিশ্বাস করি। গণতন্ত্রে যে উত্তরণ সেই উত্তরণের একটি মাত্র প্রক্রিয়া হচ্ছে, একটি সুষ্ঠু নির্বাচন, নিরপেক্ষ নির্বাচন।' নির্বাচনি প্রক্রিয়ার বাইরে অন্য কোনো পন্থা গ্রহণযোগ্য নয় বলে মন্তব্য করেছেন বিএনপির স্থায়ী কমিটির সদস্য আবদুল মঈন খান। গতকাল বুধবার দুপুরে জাতীয় প্রেস ক্লাবে এক প্রতিবাদ সভায় তিনি এই মন্তব্য করেন। তিনি বলেন, 'আমরা গণতন্ত্রে বিশ্বাস করি। গণতন্ত্রে যে উত্তরণ সেই উত্তরণের একটি মাত্র প্রক্রিয়া হচ্ছে, একটি সুষ্ঠু নির্বাচন, নিরপেক্ষ নির্বাচন।' নির্বাচনি প্রক্রিয়ার বাইরে অন্য কোনো পন্থা গ্রহণযোগ্য নয় বলে মন্তব্য করেছেন বিএনপির স্থায়ী কমিটির সদস্য আবদুল মঈন খান। গতকাল বুধবার দুপুরে জাতীয় প্রেস ক্লাবে এক প্রতিবাদ সভায় তিনি এই মন্তব্য করেন। তিনি বলেন, 'আমরা গণতন্ত্রে বিশ্বাস করি। গণতন্ত্রে যে উত্তরণ সেই উত্তরণের একটি মাত্র প্রক্রিয়া হচ্ছে, একটি সুষ্ঠু নির্বাচন, নিরপেক্ষ নির্বাচন।' নির্বাচনি প্রক্রিয়ার বাইরে অন্য কোনো পন্থা গ্রহণযোগ্য নয় বলে মন্তব্য করেছেন বিএনপির স্থায়ী কমিটির সদস্য আবদুল মঈন খান। গতকাল বুধবার দুপুরে জাতীয় প্রেস ক্লাবে এক প্রতিবাদ সভায় তিনি এই মন্তব্য করেন। তিনি বলেন, 'আমরা গণতন্ত্রে বিশ্বাস করি। গণতন্ত্রে যে উত্তরণ সেই উত্তরণের একটি মাত্র প্রক্রিয়া হচ্ছে, একটি সুষ্ঠু নির্বাচন, নিরপেক্ষ নির্বাচন।' নির্বাচনি প্রক্রিয়ার বাইরে অন্য কোনো পন্থা গ্রহণযোগ্য নয় বলে মন্তব্য করেছেন বিএনপির স্থায়ী কমিটির সদস্য আবদুল মঈন খান। গতকাল বুধবার দুপুরে জাতীয় প্রেস ক্লাবে এক প্রতিবাদ সভায় তিনি এই মন্তব্য করেন। তিনি বলেন, 'আমরা গণতন্ত্রে বিশ্বাস করি। গণতন্ত্রে যে উত্তরণ সেই উত্তরণের একটি মাত্র প্রক্রিয়া হচ্ছে, একটি সুষ্ঠু নির্বাচন, নিরপেক্ষ নির্বাচন।' নির্বাচনি প্রক্রিয়ার বাইরে অন্য কোনো পন্থা গ্রহণযোগ্য নয় বলে মন্তব্য করেছেন বিএনপির স্থায়ী কমিটির সদস্য আবদুল মঈন খান। গতকাল বুধবার দুপুরে জাতীয় প্রেস ক্লাবে এক প্রতিবাদ সভায় তিনি এই মন্তব্য করেন। তিনি বলেন, 'আমরা গণতন্ত্রে বিশ্বাস করি। গণতন্ত্রে যে উত্তরণ সেই উত্তরণের একটি মাত্র প্রক্রিয়া হচ্ছে, একটি সুষ্ঠু নির্বাচন, নিরপেক্ষ নির্বাচন।' নির্বাচনি প্রক্রিয়ার বাইরে অন্য কোনো পন্থা গ্রহণযোগ্য নয় বলে মন্তব্য করেছেন বিএনপির স্থায়ী কমিটির সদস্য আবদুল মঈন খান। গতকাল বুধবার দুপুরে জাতীয় প্রেস ক্লাবে এক প্রতিবাদ সভায় তিনি এই মন্তব্য করেন। তিনি বলেন, 'আমরা গণতন্ত্রে বিশ্বাস করি। গণতন্ত্রে যে উত্তরণ সেই উত্তরণের একটি মাত্র প্রক্রিয়া হচ্ছে, একটি সুষ্ঠু নির্বাচন, নিরপেক্ষ নির্বাচন।' নির্বাচনি প্রক্রিয়ার বাইরে অন্য কোনো পন্থা গ্রহণযোগ্য নয় বলে মন্তব্য করেছেন বিএনপির স্থায়ী কমিটির সদস্য আবদুল মঈন খান। গতকাল বুধবার দুপুরে জাতীয় প্রেস ক্লাবে এক প্রতিবাদ সভায় তিনি এই মন্তব্য করেন। তিনি বলেন, 'আমরা গণতন্ত্রে বিশ্বাস করি। গণতন্ত্রে যে উত্তরণ সেই উত্তরণের একটি মাত্র প্রক্রিয়া হচ্ছে, xyxy=(699,723,910,1072)
headline: হামলাকারীদের xyxy=(267,404,347,421)
article-body: ডেঙ্গু জ্বরে আক্রান্ত হয়ে গত ২৪ ঘণ্টায় দুই নারীর মৃত্যু হয়েছে। একই সময়ে হাসপাতালে ভর্তি হয়েছেন ৩২১ জন। গতকাল বুধবার বিকেলে স্বাস্থ্য অধিদপ্তরের হেলথ ইমার্জেন্সি অপারেশন সেন্টার ও কন্ট্রোলরুম থেকে পাঠানো সংবাদ বিজ্ঞপ্তিতে এসব তথ্য জানানো হয়। চলতি বছর এখন পর্যন্ত ১৪ হাজার ৬০৫ জন ছাড়পত্র পেয়েছেন। ডেঙ্গু জ্বরে আক্রান্ত হয়ে গত ২৪ ঘণ্টায় দুই নারীর মৃত্যু হয়েছে। একই সময়ে হাসপাতালে ভর্তি হয়েছেন ৩২১ জন। গতকাল বুধবার বিকেলে স্বাস্থ্য অধিদপ্তরের হেলথ ইমার্জেন্সি অপারেশন সেন্টার ও কন্ট্রোলরুম থেকে পাঠানো সংবাদ বিজ্ঞপ্তিতে এসব তথ্য জানানো হয়। চলতি বছর এখন পর্যন্ত ১৪ হাজার ৬০৫ জন ছাড়পত্র পেয়েছেন। ডেঙ্গু জ্বরে আক্রান্ত হয়ে গত ২৪ ঘণ্টায় দুই নারীর মৃত্যু হয়েছে। একই সময়ে হাসপাতালে ভর্তি হয়েছেন ৩২১ জন। গতকাল বুধবার বিকেলে স্বাস্থ্য অধিদপ্তরের হেলথ ইমার্জেন্সি অপারেশন সেন্টার ও কন্ট্রোলরুম থেকে পাঠানো সংবাদ বিজ্ঞপ্তিতে এসব তথ্য জানানো হয়। চলতি বছর এখন পর্যন্ত ১৪ হাজার ৬০৫ জন ছাড়পত্র পেয়েছেন। ডেঙ্গু জ্বরে আক্রান্ত হয়ে xyxy=(699,1304,910,1418)
article-body: জাতীয় নাগরিক পার্টির (এনসিপি) সমাবেশ ঘিরে বুধবার দুপুর থেকে গোপালগঞ্জে উত্তেজনা চলছে। সন্ধ্যা পর্যন্ত সেখানকার পরিস্থিতি নিয়ন্ত্রণে আনা সম্ভব হয়নি। এর মধ্যে যদিও সেনা-পুলিশ পাহারায় এনসিপির নেতাকর্মীদের গোপালগঞ্জ শহর থেকে বের করে আনা হয়েছে। জাতীয় নাগরিক পার্টির xyxy=(33,1389,240,1424)
article-body: ঢাকা স্টক এক্সচেঞ্জ (ডিএসই)। কোম্পানিটিতে বিনিয়োগের আগে বিনিয়োগকারীদের সচেতন হওয়া প্রয়োজন বলে সতর্কবার্তা জারি করেছে ডিএসই। জানা গেছে, ইয়াকিন পলিমারের শেয়ার দর বৃদ্ধি নিয়ে কোম্পানি কর্তৃপক্ষের কাছে কারণ জানতে চেয়ে ব্যাখ্যা চায় ডিএসই কর্তৃপক্ষ। ঢাকা স্টক এক্সচেঞ্জ (ডিএসই)। কোম্পানিটিতে বিনিয়োগের আগে বিনিয়োগকারীদের সচেতন হওয়া প্রয়োজন বলে সতর্কবার্তা জারি করেছে ডিএসই। জানা গেছে, ইয়াকিন পলিমারের শেয়ার দর বৃদ্ধি নিয়ে কোম্পানি কর্তৃপক্ষের কাছে কারণ জানতে চেয়ে ব্যাখ্যা চায় ডিএসই কর্তৃপক্ষ। ঢাকা স্টক এক্সচেঞ্জ (ডিএসই)। কোম্পানিটিতে বিনিয়োগের আগে বিনিয়োগকারীদের সচেতন হওয়া প্রয়োজন বলে সতর্কবার্তা জারি করেছে ডিএসই। জানা গেছে, ইয়াকিন পলিমারের শেয়ার দর বৃদ্ধি নিয়ে কোম্পানি কর্তৃপক্ষের কাছে xyxy=(367,273,578,360)
article-body: আমরা যদি তাদের পদাঙ্ক অনুসরণ করতে না পারি তাহলে তারা যে পথ দেখিয়ে গেছে সে পথে চলতে না পারি তাহলে শহীদদের আত্মা কষ্ট পাবে।' জুলাই যোদ্ধা এবং ছাত্র প্রতিনিধি মো. আবু বকর সিদ্দিক বলেন, ফ্যাসিবাদী ব্যবস্থা পরিবর্তনের জন্য জুলাই আন্দোলন হয়েছে। আমরা যদি তাদের পদাঙ্ক অনুসরণ করতে না পারি তাহলে তারা যে পথ দেখিয়ে গেছে সে পথে চলতে না পারি তাহলে শহীদদের আত্মা কষ্ট পাবে।' জুলাই যোদ্ধা এবং ছাত্র প্রতিনিধি মো. আবু বকর সিদ্দিক বলেন, ফ্যাসিবাদী ব্যবস্থা পরিবর্তনের জন্য জুলাই আন্দোলন হয়েছে। আমরা যদি তাদের পদাঙ্ক অনুসরণ করতে না পারি তাহলে তারা যে পথ দেখিয়ে গেছে সে পথে চলতে না পারি তাহলে শহীদদের আত্মা কষ্ট পাবে।' জুলাই যোদ্ধা এবং ছাত্র প্রতিনিধি মো. আবু বকর সিদ্দিক বলেন, ফ্যাসিবাদী ব্যবস্থা পরিবর্তনের জন্য জুলাই আন্দোলন হয়েছে। আমরা যদি তাদের পদাঙ্ক অনুসরণ করতে না পারি তাহলে তারা যে পথ দেখিয়ে গেছে সে পথে চলতে না পারি তাহলে শহীদদের আত্মা কষ্ট পাবে।' জুলাই যোদ্ধা এবং ছাত্র প্রতিনিধি মো. আবু বকর সিদ্দিক বলেন, ফ্যাসিবাদী ব্যবস্থা পরিবর্তনের জন্য জুলাই আন্দোলন হয়েছে। আমরা যদি তাদের পদাঙ্ক অনুসরণ করতে না পারি তাহলে তারা যে পথ দেখিয়ে গেছে সে পথে চলতে না পারি xyxy=(367,1285,578,1416)
jump-line: শেষ পৃষ্ঠার পর xyxy=(367,265,401,273)
jump-line: শেষ পৃষ্ঠার পর xyxy=(119,116,154,123)
article-body: অ্যারেঞ্জমেন্টের আওতায় কিছু লোককে আমরা ফেরত নিয়েছি। গত কিছু দিনের মধ্যে। আমরা জোর দিচ্ছি, এটি যেন তারা বজায় রাখে। সীমান্তে হত্যাকাণ্ড নিয়ে সরকার মোটেও নমনীয় নয় বলে জানিয়েছেন পররাষ্ট্র উপদেষ্টা। তৌহিদ হোসেন বলেন, 'এটি আমাদের অবস্থান। আমরা নিয়মিত প্রতিবাদ বহাল রেখেছি।' অ্যারেঞ্জমেন্টের আওতায় কিছু লোককে আমরা ফেরত নিয়েছি। গত কিছু দিনের মধ্যে। আমরা জোর দিচ্ছি, এটি যেন তারা বজায় রাখে। সীমান্তে হত্যাকাণ্ড নিয়ে সরকার মোটেও নমনীয় নয় বলে জানিয়েছেন পররাষ্ট্র উপদেষ্টা। তৌহিদ হোসেন বলেন, 'এটি আমাদের অবস্থান। আমরা নিয়মিত প্রতিবাদ বহাল রেখেছি।' অ্যারেঞ্জমেন্টের আওতায় কিছু লোককে আমরা ফেরত নিয়েছি। গত কিছু দিনের মধ্যে। আমরা জোর দিচ্ছি, এটি যেন তারা বজায় রাখে। সীমান্তে হত্যাকাণ্ড নিয়ে xyxy=(367,392,578,480)
headline: ইয়াকিন পলিমারের শেয়ার নিয়ে xyxy=(368,244,577,264)
continued-text: বেক্সিমকো ফার্মা, স্কয়ার ফার্মা, বিএটিবিসি, আইডিএলসি এবং সিটি ব্যাংক। এই ৬ কোম্পানি ডিএসইর সূচকে প্রায় ২৩ পয়েন্ট যোগ করেছে। গতকাল পুঁজিবাজারে সেরা পারফরমান্স দেখিয়েছে ব্র্যাক ব্যাংক, যা ডিএসইর সূচকে সর্বোচ্চ পয়েন্ট যোগ করেছে। গতকাল ব্যাংকটির শেয়ার দর প্রায় ৯ পয়েন্ট বেড়ে ৫৯ টাকা ৯০ পয়সায় পৌঁছেছে, যা আগের দিনের তুলনায় ২ টাকা ৪০ পয়সা বা ৪.১৭ শতাংশ বৃদ্ধি। দিনভর শেয়ারটির দর ৫৬ টাকা ২০ পয়সা থেকে ৬০ টাকা ২০ পয়সার মধ্যে ওঠানামা করেছে। দ্বিতীয় সর্বোচ্চ পয়েন্ট যোগ করেছে বেক্সিমকো ফার্মা, যা ডিএসইর সূচকে প্রায় ৫ পয়েন্ট বৃদ্ধি পেয়েছে। তৃতীয় সর্বোচ্চ পয়েন্ট যোগ করেছে স্কয়ার ফার্মা। বেক্সিমকো ফার্মা, স্কয়ার ফার্মা, বিএটিবিসি, আইডিএলসি এবং সিটি ব্যাংক। এই ৬ কোম্পানি ডিএসইর সূচকে প্রায় ২৩ পয়েন্ট যোগ করেছে। গতকাল পুঁজিবাজারে সেরা পারফরমান্স দেখিয়েছে ব্র্যাক ব্যাংক, যা ডিএসইর সূচকে সর্বোচ্চ পয়েন্ট যোগ করেছে। গতকাল ব্যাংকটির শেয়ার দর প্রায় ৯ পয়েন্ট বেড়ে ৫৯ টাকা ৯০ পয়সায় পৌঁছেছে, যা আগের দিনের তুলনায় ২ টাকা ৪০ পয়সা বা ৪.১৭ শতাংশ বৃদ্ধি। দিনভর শেয়ারটির দর ৫৬ টাকা ২০ পয়সা থেকে ৬০ টাকা ২০ পয়সার মধ্যে ওঠানামা করেছে। দ্বিতীয় সর্বোচ্চ পয়েন্ট যোগ করেছে বেক্সিমকো ফার্মা, যা ডিএসইর সূচকে প্রায় ৫ পয়েন্ট বৃদ্ধি পেয়েছে। তৃতীয় সর্বোচ্চ পয়েন্ট যোগ করেছে স্কয়ার ফার্মা। বেক্সিমকো ফার্মা, স্কয়ার ফার্মা, বিএটিবিসি, আইডিএলসি এবং সিটি ব্যাংক। এই ৬ কোম্পানি ডিএসইর সূচকে প্রায় ২৩ পয়েন্ট যোগ করেছে। গতকাল পুঁজিবাজারে সেরা পারফরমান্স দেখিয়েছে ব্র্যাক ব্যাংক, যা ডিএসইর xyxy=(367,76,578,241)
headline: র‍্যান্ডম পদ্ধতিতে ১৫ হাজারের বেশি xyxy=(47,970,226,1006)
headline: গ্রেপ্তার তিন আসামি সাতদিনের রিমান্ডে xyxy=(43,686,230,722)
headline: গোপালগঞ্জের পরিস্থিতি নিয়ন্ত্রণে লেথাল xyxy=(40,1344,233,1380)
jump-line: শেষ পৃষ্ঠার পর xyxy=(119,402,154,409)
article-body: থেকে নৌকা প্রতীক সরানো হয়েছে। গতকাল বুধবার বিকেলে নির্বাচন ভবনে এ বিষয়ে সাংবাদিকদের প্রশ্নের জবাবে তিনি এসব কথা বলেন। ইসি সচিব বলেন, ওয়েবসাইটে নৌকা সরানো হলেও বিধামালায় নৌকা থাকবে। অন্য কোনো দল নৌকা পাবেও না। থেকে নৌকা প্রতীক সরানো হয়েছে। গতকাল বুধবার বিকেলে নির্বাচন ভবনে এ বিষয়ে সাংবাদিকদের প্রশ্নের জবাবে তিনি এসব কথা বলেন। ইসি সচিব বলেন, ওয়েবসাইটে নৌকা সরানো হলেও বিধামালায় নৌকা থাকবে। অন্য কোনো দল নৌকা পাবেও না। থেকে নৌকা প্রতীক সরানো হয়েছে। গতকাল বুধবার বিকেলে নির্বাচন ভবনে এ বিষয়ে সাংবাদিকদের প্রশ্নের জবাবে তিনি এসব কথা বলেন। ইসি সচিব বলেন, ওয়েবসাইটে নৌকা সরানো হলেও বিধামালায় নৌকা থাকবে। অন্য কোনো দল নৌকা পাবেও না। থেকে নৌকা প্রতীক সরানো xyxy=(33,877,240,964)
article-body: রহমান রবিনসহ তিনজনের সাতদিনের রিমান্ড মঞ্জুর করেছেন আদালত। বুধবার ঢাকার মেট্রোপলিটন ম্যাজিস্ট্রেট মো. সাইফুজ্জামানের আদালত রিমান্ডের এ আদেশ দেন। বাকিরা হলেন, রিজওয়ান উদ্দিন ওরফে অভিজিৎ বসু (৩১) ও মো. নান্নু কাজী (৩৩)। রহমান রবিনসহ তিনজনের সাতদিনের রিমান্ড মঞ্জুর করেছেন আদালত। বুধবার ঢাকার মেট্রোপলিটন ম্যাজিস্ট্রেট মো. সাইফুজ্জামানের আদালত রিমান্ডের এ আদেশ দেন। বাকিরা হলেন, রিজওয়ান উদ্দিন ওরফে অভিজিৎ বসু (৩১) ও মো. নান্নু কাজী (৩৩)। রহমান রবিনসহ তিনজনের সাতদিনের রিমান্ড মঞ্জুর করেছেন আদালত। বুধবার ঢাকার মেট্রোপলিটন ম্যাজিস্ট্রেট মো. সাইফুজ্জামানের আদালত রিমান্ডের এ আদেশ দেন। বাকিরা হলেন, রিজওয়ান উদ্দিন ওরফে অভিজিৎ বসু (৩১) ও মো. নান্নু কাজী (৩৩)। রহমান রবিনসহ তিনজনের সাতদিনের রিমান্ড মঞ্জুর করেছেন আদালত। বুধবার ঢাকার xyxy=(33,731,240,827)
issue-date: ১৭ জুলাই ২০২৫ ❑ ২ শ্রাবণ ১৪৩২ xyxy=(774,51,869,59)
article-body: তারা কেউ মূল মঞ্চে ছিলেন না বলে জানা গেছে। এর আগে সকালে সদর উপজেলার গান্ধীয়াশুর এলাকায় ঘোনাপাড়া-টেকেরহাট আঞ্চলিক সড়কে গাছ কেটে সড়ক অবরোধ করেন আওয়ামী লীগ ও ছাত্রলীগের নেতা-কর্মীরা। গোপালগঞ্জ সদর থানার ভারপ্রাপ্ত কর্মকর্তা (ওসি) মীর মো. সাজেদুর রহমান বলেন, জাতীয় নাগরিক পার্টির মাসজুড়ে জুলাই পদযাত্রার অংশ হিসেবে গতকাল গোপালগঞ্জ শহরের পৌর পার্কে পদযাত্রার কথা রয়েছে। তারা কেউ মূল মঞ্চে ছিলেন না বলে জানা গেছে। এর আগে সকালে সদর উপজেলার গান্ধীয়াশুর এলাকায় ঘোনাপাড়া-টেকেরহাট আঞ্চলিক সড়কে গাছ কেটে সড়ক অবরোধ করেন আওয়ামী লীগ ও ছাত্রলীগের নেতা-কর্মীরা। গোপালগঞ্জ সদর থানার ভারপ্রাপ্ত কর্মকর্তা (ওসি) মীর মো. সাজেদুর রহমান বলেন, জাতীয় নাগরিক পার্টির মাসজুড়ে জুলাই পদযাত্রার অংশ হিসেবে গতকাল গোপালগঞ্জ শহরের পৌর পার্কে পদযাত্রার কথা রয়েছে। তারা কেউ মূল মঞ্চে ছিলেন না বলে জানা গেছে। এর আগে সকালে সদর উপজেলার গান্ধীয়াশুর এলাকায় ঘোনাপাড়া-টেকেরহাট আঞ্চলিক সড়কে গাছ কেটে সড়ক অবরোধ করেন আওয়ামী লীগ ও ছাত্রলীগের নেতা-কর্মীরা। গোপালগঞ্জ সদর থানার ভারপ্রাপ্ত কর্মকর্তা (ওসি) মীর মো. সাজেদুর রহমান বলেন, জাতীয় নাগরিক পার্টির মাসজুড়ে জুলাই পদযাত্রার অংশ হিসেবে গতকাল গোপালগঞ্জ শহরের পৌর পার্কে পদযাত্রার কথা রয়েছে। তারা কেউ মূল মঞ্চে ছিলেন না বলে জানা গেছে। এর আগে সকালে সদর উপজেলার গান্ধীয়াশুর এলাকায় ঘোনাপাড়া-টেকেরহাট আঞ্চলিক সড়কে গাছ কেটে সড়ক অবরোধ করেন আওয়ামী লীগ ও ছাত্রলীগের নেতা-কর্মীরা। গোপালগঞ্জ সদর থানার ভারপ্রাপ্ত xyxy=(367,713,578,887)
divider xyxy=(699,1144,910,1145)
divider xyxy=(699,719,910,720)
article-body: করতে হবে। ইনকিলাব মঞ্চের আরেক নেতা আসাদুজ্জামান আসাদ বলেন, এই ষড়যন্ত্রের অন্যতম উদ্দেশ্য হলো জুলাই সনদ বাতিল করা। যতদিন পিল্লুর হনুমানগুলো গোপালগঞ্জে থাকবে, ততদিন জুলাই সনদ আলো হবে না। করতে হবে। ইনকিলাব মঞ্চের আরেক নেতা আসাদুজ্জামান আসাদ বলেন, এই ষড়যন্ত্রের অন্যতম উদ্দেশ্য হলো জুলাই সনদ বাতিল করা। যতদিন পিল্লুর হনুমানগুলো গোপালগঞ্জে থাকবে, ততদিন জুলাই সনদ আলো হবে না। করতে হবে। ইনকিলাব মঞ্চের আরেক নেতা আসাদুজ্জামান আসাদ বলেন, এই ষড়যন্ত্রের অন্যতম উদ্দেশ্য হলো জুলাই সনদ বাতিল করা। যতদিন পিল্লুর হনুমানগুলো গোপালগঞ্জে থাকবে, ততদিন জুলাই সনদ আলো হবে না। করতে হবে। ইনকিলাব মঞ্চের আরেক নেতা আসাদুজ্জামান আসাদ বলেন, এই ষড়যন্ত্রের অন্যতম উদ্দেশ্য হলো জুলাই xyxy=(253,430,361,613)
article-body: ডিএসই সূত্রে এ তথ্য জানা গেছে। জানা গেছে, কোম্পানিটির শেয়ার দর বৃদ্ধি পেয়েছে ৯ দশমিক ৭৩ শতাংশ। কোম্পানিটি ৪৭৬ বারে ৪ লাখ ৫৬ হাজার ৫১৭ টি শেয়ার লেনদেন করেছে। যার বাজার মূল্য ১ কোটি ৪৫ লাখ টাকা। ডিএসই সূত্রে এ তথ্য জানা গেছে। জানা গেছে, কোম্পানিটির শেয়ার দর বৃদ্ধি পেয়েছে ৯ দশমিক ৭৩ শতাংশ। কোম্পানিটি ৪৭৬ বারে ৪ লাখ ৫৬ হাজার ৫১৭ টি শেয়ার লেনদেন করেছে। যার বাজার মূল্য ১ কোটি ৪৫ লাখ টাকা। ডিএসই সূত্রে এ তথ্য জানা গেছে। জানা গেছে, কোম্পানিটির শেয়ার দর বৃদ্ধি পেয়েছে ৯ দশমিক ৭৩ শতাংশ। কোম্পানিটি ৪৭৬ বারে ৪ লাখ ৫৬ হাজার ৫১৭ টি শেয়ার লেনদেন করেছে। যার বাজার মূল্য ১ কোটি ৪৫ লাখ টাকা। ডিএসই সূত্রে এ তথ্য জানা গেছে। জানা গেছে, কোম্পানিটির শেয়ার দর বৃদ্ধি পেয়েছে ৯ দশমিক ৭৩ শতাংশ। কোম্পানিটি ৪৭৬ বারে ৪ লাখ ৫৬ হাজার ৫১৭ টি শেয়ার লেনদেন করেছে। যার বাজার মূল্য ১ কোটি ৪৫ লাখ টাকা। ডিএসই সূত্রে এ তথ্য জানা গেছে। জানা গেছে, কোম্পানিটির শেয়ার দর বৃদ্ধি পেয়েছে ৯ দশমিক ৭৩ শতাংশ। কোম্পানিটি ৪৭৬ বারে ৪ লাখ ৫৬ হাজার ৫১৭ টি শেয়ার লেনদেন করেছে। যার বাজার মূল্য ১ কোটি ৪৫ লাখ টাকা। ডিএসই সূত্রে এ তথ্য জানা গেছে। জানা গেছে, কোম্পানিটির শেয়ার দর বৃদ্ধি পেয়েছে ৯ দশমিক ৭৩ শতাংশ। কোম্পানিটি ৪৭৬ বারে ৪ লাখ ৫৬ xyxy=(253,936,361,1232)
jump-line: শেষ পৃষ্ঠার পর xyxy=(119,1220,154,1227)
jump-line: শেষ পৃষ্ঠার পর xyxy=(119,600,154,607)
page-number: ৭ xyxy=(732,30,768,66)
